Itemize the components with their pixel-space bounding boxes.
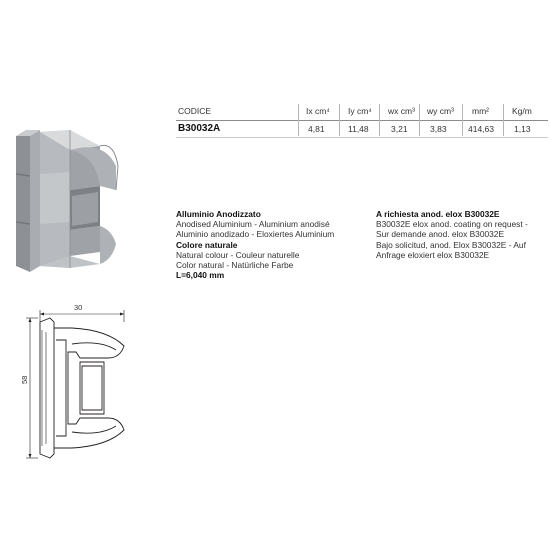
column-divider (339, 104, 340, 136)
anodized-heading: A richiesta anod. elox B30032E (376, 209, 500, 219)
header-area: mm² (472, 106, 489, 116)
material-line: Aluminio anodizado - Eloxiertes Aluminium (176, 229, 335, 240)
column-divider (503, 104, 504, 136)
width-dimension: 30 (74, 303, 83, 312)
material-heading: Alluminio Anodizzato (176, 209, 261, 219)
column-divider (462, 104, 463, 136)
value-ix: 4,81 (308, 124, 325, 134)
header-wy: wy cm³ (427, 106, 454, 116)
anodized-line: Bajo solicitud, anod. Elox B30032E - Auf (376, 239, 526, 250)
cross-section-drawing (20, 300, 140, 470)
anodized-line: B30032E elox anod. coating on request - (376, 219, 528, 230)
header-ix: Ix cm⁴ (306, 106, 330, 116)
value-wx: 3,21 (391, 124, 408, 134)
value-iy: 11,48 (348, 124, 369, 134)
column-divider (379, 104, 380, 136)
header-codice: CODICE (178, 106, 212, 116)
value-area: 414,63 (468, 124, 494, 134)
profile-3d-render (8, 126, 123, 276)
material-line: Anodised Aluminium - Aluminium anodisé (176, 219, 330, 230)
header-rule (176, 120, 548, 121)
color-line: Natural colour - Couleur naturelle (176, 249, 300, 260)
anodized-info (376, 209, 546, 260)
color-heading: Colore naturale (176, 239, 238, 250)
row-rule (176, 137, 548, 138)
height-dimension: 58 (20, 375, 29, 384)
header-iy: Iy cm⁴ (348, 106, 372, 116)
column-divider (419, 104, 420, 136)
anodized-line: Sur demande anod. elox B30032E (376, 229, 505, 240)
value-wy: 3,83 (430, 124, 447, 134)
anodized-line: Anfrage eloxiert elox B30032E (376, 249, 490, 260)
length-label: L=6,040 mm (176, 270, 225, 281)
header-wx: wx cm³ (388, 106, 415, 116)
color-line: Color natural - Natürliche Farbe (176, 260, 294, 271)
header-weight: Kg/m (512, 106, 532, 116)
value-weight: 1,13 (514, 124, 531, 134)
column-divider (298, 104, 299, 136)
material-info (176, 209, 376, 280)
product-code: B30032A (178, 123, 221, 134)
